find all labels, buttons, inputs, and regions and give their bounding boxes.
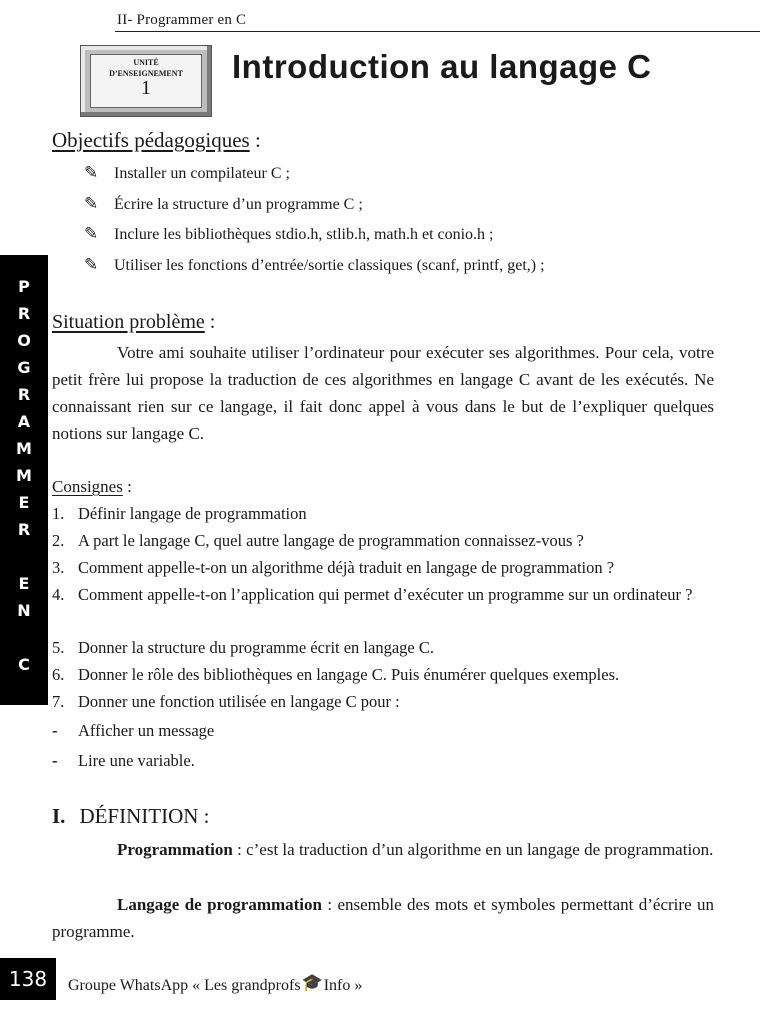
side-letter: R bbox=[17, 385, 31, 404]
chapter-header: II- Programmer en C bbox=[117, 12, 247, 28]
page-title: Introduction au langage C bbox=[232, 48, 652, 85]
side-letter: O bbox=[17, 331, 31, 350]
consigne-number: 7. bbox=[52, 692, 65, 711]
definition-term: Langage de programmation bbox=[117, 895, 322, 914]
consigne-number: 3. bbox=[52, 558, 65, 577]
side-letter: R bbox=[17, 520, 31, 539]
footer-text-after: Info » bbox=[323, 977, 363, 994]
definition-text: ensemble des mots et symboles permettant d’écrire un programme. bbox=[52, 895, 714, 941]
definition-sep: : bbox=[232, 840, 247, 859]
consigne-item bbox=[52, 582, 716, 608]
side-letter: C bbox=[18, 655, 30, 674]
side-letter: A bbox=[17, 412, 31, 431]
consigne-sub-item bbox=[52, 751, 195, 771]
dash-bullet: - bbox=[52, 751, 58, 770]
pen-hand-icon: ✎ bbox=[84, 194, 99, 214]
side-letter: P bbox=[18, 277, 30, 296]
side-letter: N bbox=[17, 601, 31, 620]
side-letter bbox=[0, 543, 48, 570]
definition-roman: I. bbox=[52, 804, 66, 828]
side-letter: G bbox=[17, 358, 31, 377]
side-letter: M bbox=[16, 439, 32, 458]
situation-paragraph: Votre ami souhaite utiliser l’ordinateur pour exécuter ses algorithmes. Pour cela, votre petit frère lui propose la traduction de ces algorithmes en langage C avant de les exécutés. Ne connaissant rien sur ce langage, il fait donc appel à vous dans le but de l’expliquer quelques notions sur langage C. bbox=[52, 343, 714, 443]
consigne-item bbox=[52, 501, 716, 527]
consignes-heading-colon: : bbox=[122, 477, 132, 496]
objectif-item bbox=[84, 194, 363, 214]
badge-number: 1 bbox=[141, 77, 151, 99]
consigne-text: Donner une fonction utilisée en langage C pour : bbox=[78, 692, 400, 711]
objectif-text: Écrire la structure d’un programme C ; bbox=[114, 196, 363, 213]
objectif-item bbox=[84, 163, 290, 183]
consigne-item bbox=[52, 635, 716, 661]
graduation-cap-icon: 🎓 bbox=[301, 973, 323, 993]
consigne-number: 6. bbox=[52, 665, 65, 684]
badge-line1: UNITÉ bbox=[133, 58, 159, 67]
consignes-heading-text: Consignes bbox=[52, 477, 123, 496]
pen-hand-icon: ✎ bbox=[84, 163, 99, 183]
objectif-text: Installer un compilateur C ; bbox=[114, 165, 290, 182]
objectif-text: Inclure les bibliothèques stdio.h, stlib.h, math.h et conio.h ; bbox=[114, 226, 494, 243]
consigne-number: 5. bbox=[52, 638, 65, 657]
objectif-text: Utiliser les fonctions d’entrée/sortie classiques (scanf, printf, get,) ; bbox=[114, 257, 545, 274]
definition-entry bbox=[52, 891, 714, 945]
objectif-item bbox=[84, 255, 545, 275]
consigne-text: Donner le rôle des bibliothèques en langage C. Puis énumérer quelques exemples. bbox=[78, 665, 620, 684]
consigne-sub-item bbox=[52, 721, 214, 741]
header-rule bbox=[115, 31, 760, 32]
definition-heading bbox=[52, 804, 210, 829]
unit-badge bbox=[80, 45, 212, 117]
side-letter: R bbox=[17, 304, 31, 323]
unit-badge-panel bbox=[90, 54, 202, 108]
definition-text: c’est la traduction d’un algorithme en un langage de programmation. bbox=[246, 840, 714, 859]
objectifs-heading bbox=[52, 128, 261, 153]
side-letter: E bbox=[18, 493, 30, 512]
side-letter: M bbox=[16, 466, 32, 485]
page-number: 138 bbox=[0, 958, 56, 1000]
definition-sep: : bbox=[321, 895, 338, 914]
consignes-heading bbox=[52, 477, 132, 497]
definition-term: Programmation bbox=[117, 840, 233, 859]
consigne-text: Définir langage de programmation bbox=[78, 504, 307, 523]
consigne-item bbox=[52, 662, 716, 688]
consigne-number: 1. bbox=[52, 504, 65, 523]
consigne-sub-text: Lire une variable. bbox=[78, 751, 195, 770]
pen-hand-icon: ✎ bbox=[84, 224, 99, 244]
objectifs-heading-text: Objectifs pédagogiques bbox=[52, 128, 250, 152]
consigne-number: 4. bbox=[52, 585, 65, 604]
objectif-item bbox=[84, 224, 494, 244]
footer-text-before: Groupe WhatsApp « Les grandprofs bbox=[68, 977, 301, 994]
consigne-number: 2. bbox=[52, 531, 65, 550]
situation-heading bbox=[52, 311, 215, 334]
side-letter bbox=[0, 624, 48, 651]
consigne-item bbox=[52, 555, 716, 581]
objectifs-heading-colon: : bbox=[249, 128, 261, 152]
situation-heading-colon: : bbox=[204, 311, 216, 333]
consigne-text: Comment appelle-t-on un algorithme déjà traduit en langage de programmation ? bbox=[78, 558, 615, 577]
consigne-text: A part le langage C, quel autre langage de programmation connaissez-vous ? bbox=[78, 531, 584, 550]
consigne-text: Donner la structure du programme écrit en langage C. bbox=[78, 638, 434, 657]
consigne-item bbox=[52, 528, 716, 554]
badge-line2: D’ENSEIGNEMENT bbox=[109, 69, 183, 78]
dash-bullet: - bbox=[52, 721, 58, 740]
footer-text bbox=[68, 975, 362, 995]
pen-hand-icon: ✎ bbox=[84, 255, 99, 275]
definition-entry bbox=[52, 836, 714, 863]
side-letter: E bbox=[18, 574, 30, 593]
consigne-text: Comment appelle-t-on l’application qui permet d’exécuter un programme sur un ordinateur ? bbox=[78, 585, 693, 604]
situation-heading-text: Situation problème bbox=[52, 311, 205, 333]
side-band bbox=[0, 255, 48, 705]
consigne-sub-text: Afficher un message bbox=[78, 721, 215, 740]
definition-heading-text: DÉFINITION : bbox=[79, 804, 210, 828]
consigne-item bbox=[52, 689, 716, 715]
